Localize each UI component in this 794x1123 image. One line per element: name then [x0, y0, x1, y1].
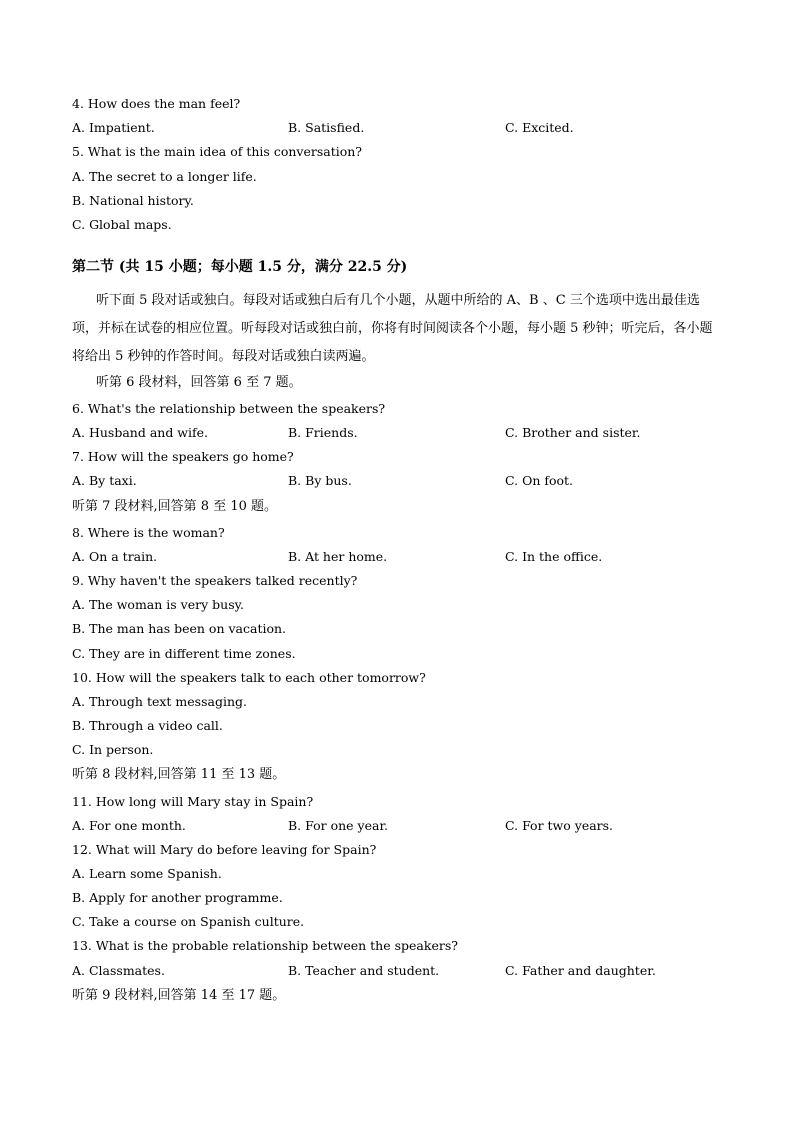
- question-10-stem: 10. How will the speakers talk to each other tomorrow?: [72, 670, 426, 685]
- question-8-option-b: B. At her home.: [288, 549, 388, 564]
- question-6-option-b: B. Friends.: [288, 425, 358, 440]
- question-9-option-c: C. They are in different time zones.: [72, 646, 296, 661]
- question-13-option-c: C. Father and daughter.: [505, 963, 656, 978]
- question-4-option-a: A. Impatient.: [72, 120, 155, 135]
- question-11-stem: 11. How long will Mary stay in Spain?: [72, 794, 314, 809]
- question-12-option-b: B. Apply for another programme.: [72, 890, 283, 905]
- question-8-stem: 8. Where is the woman?: [72, 525, 225, 540]
- question-5-option-b: B. National history.: [72, 193, 194, 208]
- question-12-stem: 12. What will Mary do before leaving for Spain?: [72, 842, 377, 857]
- question-8-option-c: C. In the office.: [505, 549, 603, 564]
- question-6-stem: 6. What's the relationship between the speakers?: [72, 401, 386, 416]
- question-4-option-b: B. Satisfied.: [288, 120, 365, 135]
- material-7-note: 听第 7 段材料,回答第 8 至 10 题。: [72, 499, 278, 514]
- question-12-option-a: A. Learn some Spanish.: [72, 866, 222, 881]
- question-9-stem: 9. Why haven't the speakers talked recently?: [72, 573, 358, 588]
- question-7-stem: 7. How will the speakers go home?: [72, 449, 294, 464]
- question-6-option-a: A. Husband and wife.: [72, 425, 208, 440]
- material-9-note: 听第 9 段材料,回答第 14 至 17 题。: [72, 988, 286, 1003]
- question-11-option-c: C. For two years.: [505, 818, 614, 833]
- question-10-option-b: B. Through a video call.: [72, 718, 223, 733]
- question-7-option-c: C. On foot.: [505, 473, 574, 488]
- question-12-option-c: C. Take a course on Spanish culture.: [72, 914, 305, 929]
- question-11-option-b: B. For one year.: [288, 818, 389, 833]
- question-5-option-c: C. Global maps.: [72, 217, 172, 232]
- question-10-option-a: A. Through text messaging.: [72, 694, 247, 709]
- question-13-stem: 13. What is the probable relationship between the speakers?: [72, 938, 458, 953]
- question-6-option-c: C. Brother and sister.: [505, 425, 641, 440]
- question-9-option-b: B. The man has been on vacation.: [72, 621, 287, 636]
- section-instructions: 听下面 5 段对话或独白。每段对话或独白后有几个小题，从题中所给的 A、B 、C 三个选项中选出最佳选项，并标在试卷的相应位置。听每段对话或独白前，你将有时间阅读各个小题，每小题 5 秒钟；听完后，各小题将给出 5 秒钟的作答时间。每段对话或独白读两遍。: [72, 293, 713, 364]
- question-10-option-c: C. In person.: [72, 742, 154, 757]
- material-6-note: 听第 6 段材料，回答第 6 至 7 题。: [96, 375, 302, 390]
- question-4-option-c: C. Excited.: [505, 120, 574, 135]
- question-4-stem: 4. How does the man feel?: [72, 96, 241, 111]
- material-8-note: 听第 8 段材料,回答第 11 至 13 题。: [72, 767, 286, 782]
- question-11-option-a: A. For one month.: [72, 818, 186, 833]
- section-heading: 第二节 (共 15 小题；每小题 1.5 分，满分 22.5 分): [72, 259, 408, 275]
- question-7-option-b: B. By bus.: [288, 473, 352, 488]
- question-8-option-a: A. On a train.: [72, 549, 158, 564]
- question-7-option-a: A. By taxi.: [72, 473, 137, 488]
- question-5-option-a: A. The secret to a longer life.: [72, 169, 257, 184]
- question-13-option-a: A. Classmates.: [72, 963, 165, 978]
- question-9-option-a: A. The woman is very busy.: [72, 597, 244, 612]
- question-5-stem: 5. What is the main idea of this conversation?: [72, 144, 362, 159]
- question-13-option-b: B. Teacher and student.: [288, 963, 440, 978]
